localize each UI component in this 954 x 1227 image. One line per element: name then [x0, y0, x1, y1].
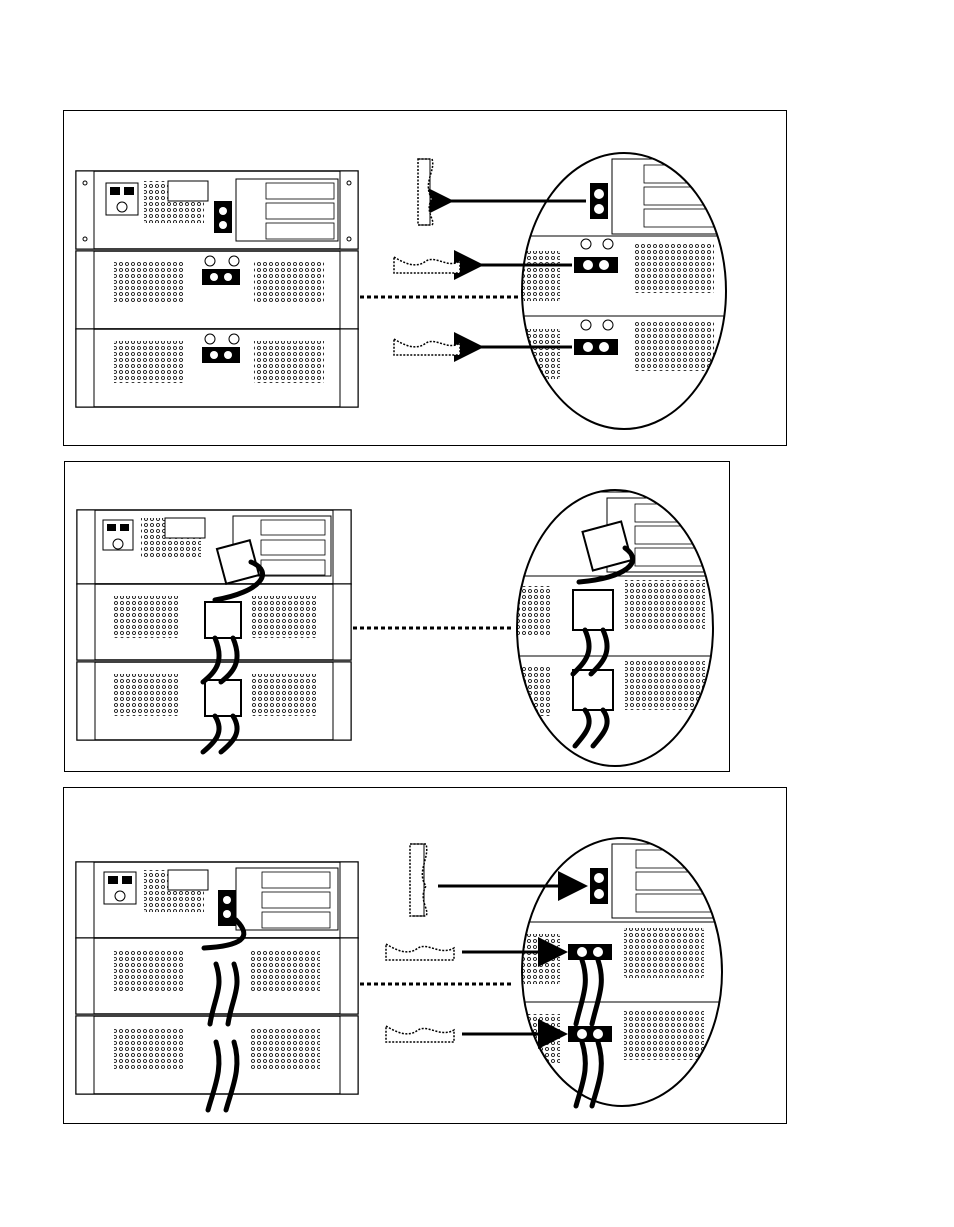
step-2-panel [64, 461, 730, 772]
ups-rack-icon [76, 862, 358, 938]
terminal-cover-icon [394, 339, 460, 355]
terminal-cover-icon [386, 1026, 454, 1042]
magnifier-circle-icon [505, 490, 731, 773]
ups-rack-icon [76, 171, 358, 249]
terminal-cover-icon [410, 844, 427, 916]
step-3-panel [63, 787, 787, 1124]
step-2-illustration [65, 462, 731, 773]
terminal-cover-icon [394, 257, 460, 273]
magnifier-circle-icon [514, 151, 744, 436]
terminal-cover-icon [418, 159, 433, 225]
magnifier-circle-icon [514, 838, 744, 1122]
step-1-illustration [64, 111, 788, 447]
step-3-illustration [64, 788, 788, 1125]
ups-rack-icon [77, 510, 351, 584]
step-1-panel [63, 110, 787, 446]
terminal-cover-icon [386, 944, 454, 960]
battery-module-icon [76, 329, 358, 407]
battery-module-icon [76, 251, 358, 329]
